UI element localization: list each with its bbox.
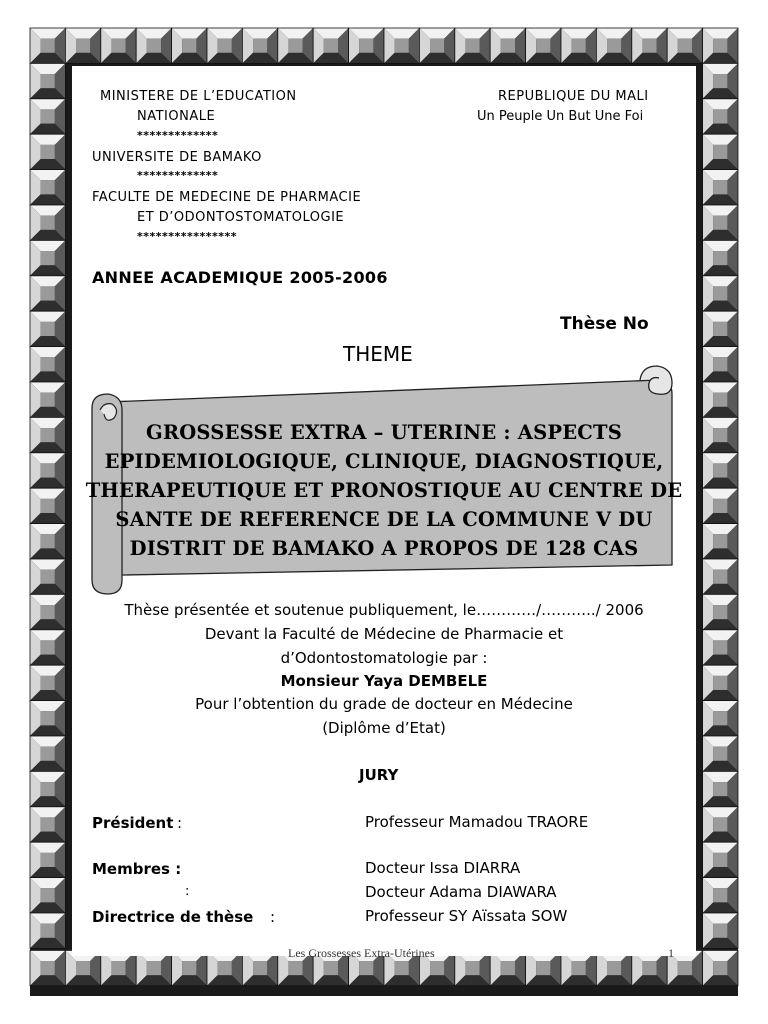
academic-year: ANNEE ACADEMIQUE 2005-2006 <box>92 268 388 287</box>
ministry-line-2: NATIONALE <box>137 109 216 124</box>
running-footer-title: Les Grossesses Extra-Utérines <box>288 946 435 960</box>
these-number: Thèse No <box>560 314 649 334</box>
national-motto: Un Peuple Un But Une Foi <box>477 109 644 124</box>
membre-2-name: Docteur Adama DIAWARA <box>365 883 557 901</box>
faculty-line-2: ET D’ODONTOSTOMATOLOGIE <box>137 210 345 225</box>
candidate-name: Monsieur Yaya DEMBELE <box>280 672 488 690</box>
president-label: Président <box>92 814 174 832</box>
separator-1: ************* <box>137 129 219 142</box>
president-name: Professeur Mamadou TRAORE <box>365 813 589 831</box>
country-name: REPUBLIQUE DU MALI <box>498 89 649 104</box>
membre-1-name: Docteur Issa DIARRA <box>365 859 521 877</box>
ministry-line-1: MINISTERE DE L’EDUCATION <box>100 89 297 104</box>
presentation-line-5: Pour l’obtention du grade de docteur en Médecine <box>195 695 573 713</box>
presentation-line-1: Thèse présentée et soutenue publiquement, le…………/………../ 2006 <box>124 601 644 619</box>
university-name: UNIVERSITE DE BAMAKO <box>92 150 262 165</box>
presentation-line-2: Devant la Faculté de Médecine de Pharmacie et <box>204 625 564 643</box>
directrice-label: Directrice de thèse <box>92 908 254 926</box>
separator-3: **************** <box>137 230 238 243</box>
separator-2: ************* <box>137 169 219 182</box>
page-number: 1 <box>668 946 674 960</box>
directrice-colon: : <box>270 908 276 926</box>
president-colon: : <box>177 814 183 832</box>
thesis-title: GROSSESSE EXTRA – UTERINE : ASPECTS EPIDEMIOLOGIQUE, CLINIQUE, DIAGNOSTIQUE, THERAPEUTIQUE ET PRONOSTIQUE AU CENTRE DE SANTE DE REFERENCE DE LA COMMUNE V DU DISTRIT DE BAMAKO A PROPOS DE 128 CAS <box>85 421 683 560</box>
membres-label: Membres : <box>92 860 182 878</box>
presentation-line-3: d’Odontostomatologie par : <box>280 649 488 667</box>
membre-2-colon: : <box>185 884 190 899</box>
jury-heading: JURY <box>359 766 399 784</box>
directrice-name: Professeur SY Aïssata SOW <box>365 907 568 925</box>
presentation-line-6: (Diplôme d’Etat) <box>322 719 446 737</box>
theme-label: THEME <box>343 342 413 366</box>
faculty-line-1: FACULTE DE MEDECINE DE PHARMACIE <box>92 190 362 205</box>
